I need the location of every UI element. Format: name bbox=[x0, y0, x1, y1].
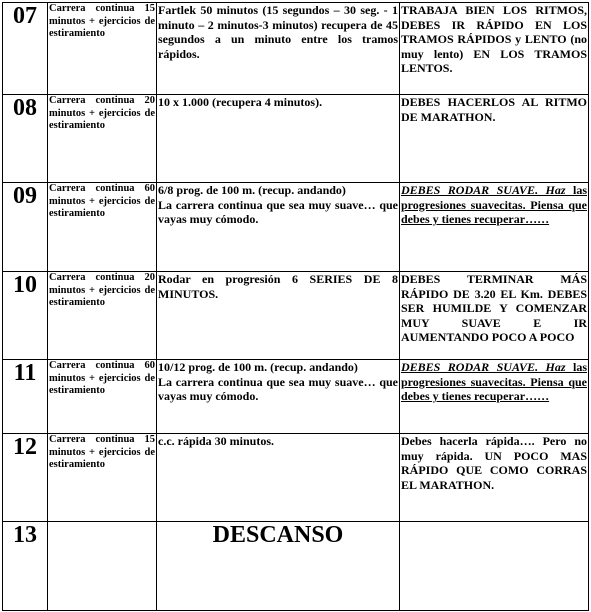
note-cell: Debes hacerla rápida…. Pero no muy rápida. UN POCO MAS RÁPIDO QUE COMO CORRAS EL MARATHON. bbox=[400, 434, 589, 522]
session-cell: Rodar en progresión 6 SERIES DE 8 MINUTOS. bbox=[157, 272, 400, 360]
session-cell: c.c. rápida 30 minutos. bbox=[157, 434, 400, 522]
table-row bbox=[3, 95, 589, 183]
note-emphasis: DEBES RODAR SUAVE. Haz bbox=[401, 360, 566, 374]
table-row bbox=[3, 522, 589, 611]
warmup-cell: Carrera continua 15 minutos + ejercicios de estiramiento bbox=[48, 3, 157, 95]
warmup-cell: Carrera continua 15 minutos + ejercicios de estiramiento bbox=[48, 434, 157, 522]
warmup-cell: Carrera continua 60 minutos + ejercicios de estiramiento bbox=[48, 360, 157, 434]
table-row bbox=[3, 434, 589, 522]
session-cell: 10 x 1.000 (recupera 4 minutos). bbox=[157, 95, 400, 183]
note-cell: DEBES HACERLOS AL RITMO DE MARATHON. bbox=[400, 95, 589, 183]
warmup-cell: Carrera continua 20 minutos + ejercicios de estiramiento bbox=[48, 272, 157, 360]
day-number: 13 bbox=[3, 522, 48, 611]
training-plan-table bbox=[2, 2, 589, 611]
warmup-cell bbox=[48, 522, 157, 611]
day-number: 10 bbox=[3, 272, 48, 360]
session-line: 10/12 prog. de 100 m. (recup. andando) bbox=[158, 360, 358, 374]
note-text: las progresiones suavecitas. Piensa que debes y tienes recuperar…… bbox=[401, 183, 587, 226]
day-number: 09 bbox=[3, 183, 48, 272]
session-line: 6/8 prog. de 100 m. (recup. andando) bbox=[158, 183, 346, 197]
session-cell bbox=[157, 183, 400, 272]
note-cell bbox=[400, 360, 589, 434]
table-row bbox=[3, 183, 589, 272]
table-row bbox=[3, 360, 589, 434]
session-cell bbox=[157, 360, 400, 434]
day-number: 11 bbox=[3, 360, 48, 434]
table-row bbox=[3, 272, 589, 360]
note-cell bbox=[400, 522, 589, 611]
day-number: 07 bbox=[3, 3, 48, 95]
note-cell bbox=[400, 183, 589, 272]
warmup-cell: Carrera continua 20 minutos + ejercicios de estiramiento bbox=[48, 95, 157, 183]
warmup-cell: Carrera continua 60 minutos + ejercicios de estiramiento bbox=[48, 183, 157, 272]
note-cell: DEBES TERMINAR MÁS RÁPIDO DE 3.20 EL Km. DEBES SER HUMILDE Y COMENZAR MUY SUAVE E IR AUMENTANDO POCO A POCO bbox=[400, 272, 589, 360]
session-line: La carrera continua que sea muy suave… que vayas muy cómodo. bbox=[158, 197, 398, 226]
note-emphasis: DEBES RODAR SUAVE. Haz bbox=[401, 183, 566, 197]
note-text: las progresiones suavecitas. Piensa que debes y tienes recuperar…… bbox=[401, 360, 587, 403]
day-number: 08 bbox=[3, 95, 48, 183]
day-number: 12 bbox=[3, 434, 48, 522]
session-cell: Fartlek 50 minutos (15 segundos – 30 seg. - 1 minuto – 2 minutos-3 minutos) recupera de 45 segundos a un minuto entre los tramos rápidos. bbox=[157, 3, 400, 95]
table-row bbox=[3, 3, 589, 95]
note-cell: TRABAJA BIEN LOS RITMOS, DEBES IR RÁPIDO EN LOS TRAMOS RÁPIDOS y LENTO (no muy lento) EN LOS TRAMOS LENTOS. bbox=[400, 3, 589, 95]
session-line: La carrera continua que sea muy suave… que vayas muy cómodo. bbox=[158, 374, 398, 403]
rest-day-label: DESCANSO bbox=[157, 522, 400, 611]
